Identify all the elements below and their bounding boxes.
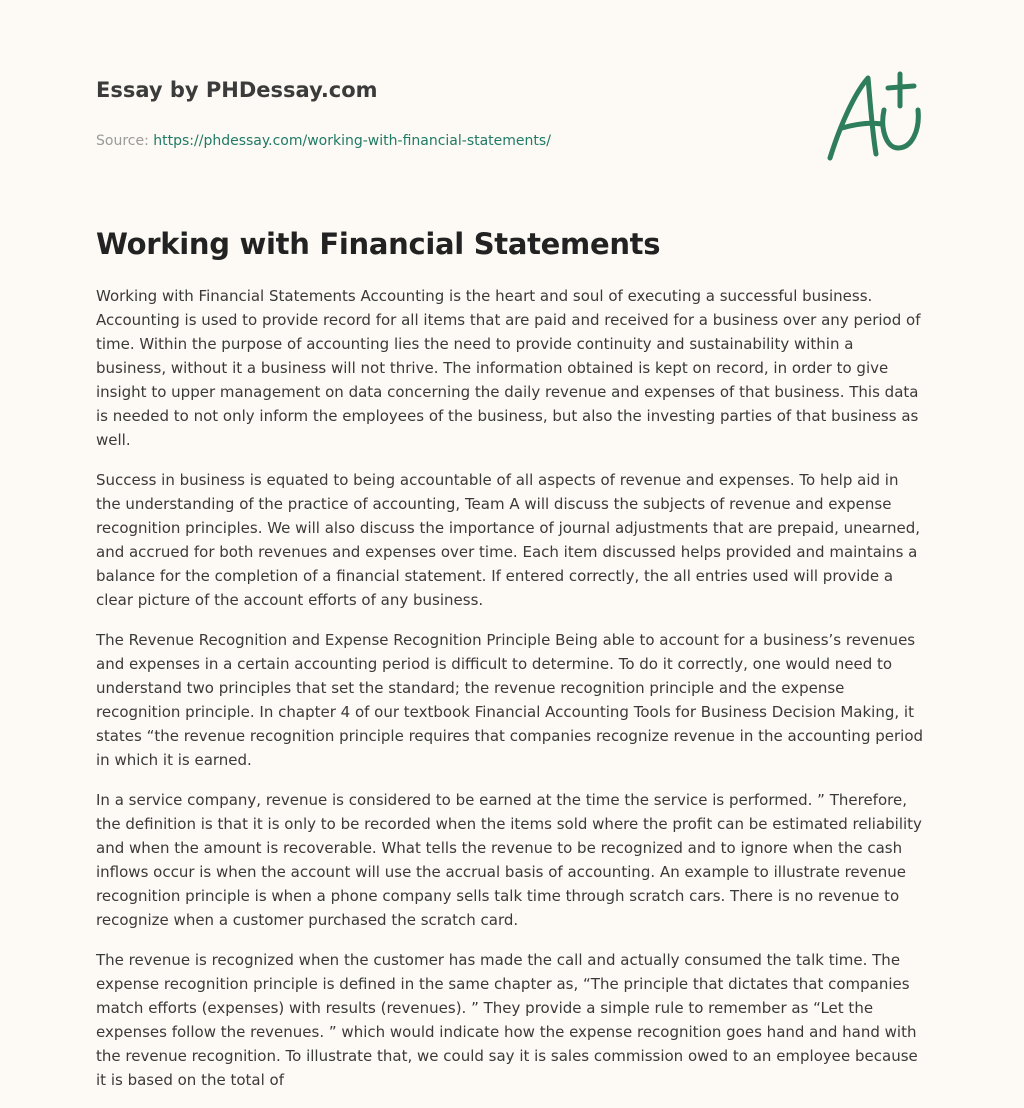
essay-title: Working with Financial Statements xyxy=(96,227,661,261)
essay-paragraph: In a service company, revenue is considered to be earned at the time the service is performed. ” Therefore, the definition is that it is only to be recorded when the items sold where the profit can be estimated reliability and when the amount is recoverable. What tells the revenue to be recognized and to ignore when the cash inflows occur is when the account will use the accrual basis of accounting. An example to illustrate revenue recognition principle is when a phone company sells talk time through scratch cars. There is no revenue to recognize when a customer purchased the scratch card. xyxy=(96,791,922,929)
a-plus-icon xyxy=(822,64,930,168)
essay-paragraph: Working with Financial Statements Accounting is the heart and soul of executing a successful business. Accounting is used to provide record for all items that are paid and received for a business over any period of time. Within the purpose of accounting lies the need to provide continuity and sustainability within a business, without it a business will not thrive. The information obtained is kept on record, in order to give insight to upper management on data concerning the daily revenue and expenses of that business. This data is needed to not only inform the employees of the business, but also the investing parties of that business as well. xyxy=(96,287,921,449)
essay-paragraph: Success in business is equated to being accountable of all aspects of revenue and expenses. To help aid in the understanding of the practice of accounting, Team A will discuss the subjects of revenue and expense recognition principles. We will also discuss the importance of journal adjustments that are prepaid, unearned, and accrued for both revenues and expenses over time. Each item discussed helps provided and maintains a balance for the completion of a financial statement. If entered correctly, the all entries used will provide a clear picture of the account efforts of any business. xyxy=(96,471,921,609)
essay-body xyxy=(96,284,926,1108)
source-label: Source: xyxy=(96,133,149,149)
site-brand: Essay by PHDessay.com xyxy=(96,78,378,102)
essay-paragraph: The revenue is recognized when the customer has made the call and actually consumed the talk time. The expense recognition principle is defined in the same chapter as, “The principle that dictates that companies match efforts (expenses) with results (revenues). ” They provide a simple rule to remember as “Let the expenses follow the revenues. ” which would indicate how the expense recognition goes hand and hand with the revenue recognition. To illustrate that, we could say it is sales commission owed to an employee because it is based on the total of xyxy=(96,951,918,1089)
source-link[interactable]: https://phdessay.com/working-with-financial-statements/ xyxy=(153,133,551,149)
source-line xyxy=(96,132,551,150)
essay-paragraph: The Revenue Recognition and Expense Recognition Principle Being able to account for a business’s revenues and expenses in a certain accounting period is difficult to determine. To do it correctly, one would need to understand two principles that set the standard; the revenue recognition principle and the expense recognition principle. In chapter 4 of our textbook Financial Accounting Tools for Business Decision Making, it states “the revenue recognition principle requires that companies recognize revenue in the accounting period in which it is earned. xyxy=(96,631,924,769)
essay-header xyxy=(96,76,551,150)
